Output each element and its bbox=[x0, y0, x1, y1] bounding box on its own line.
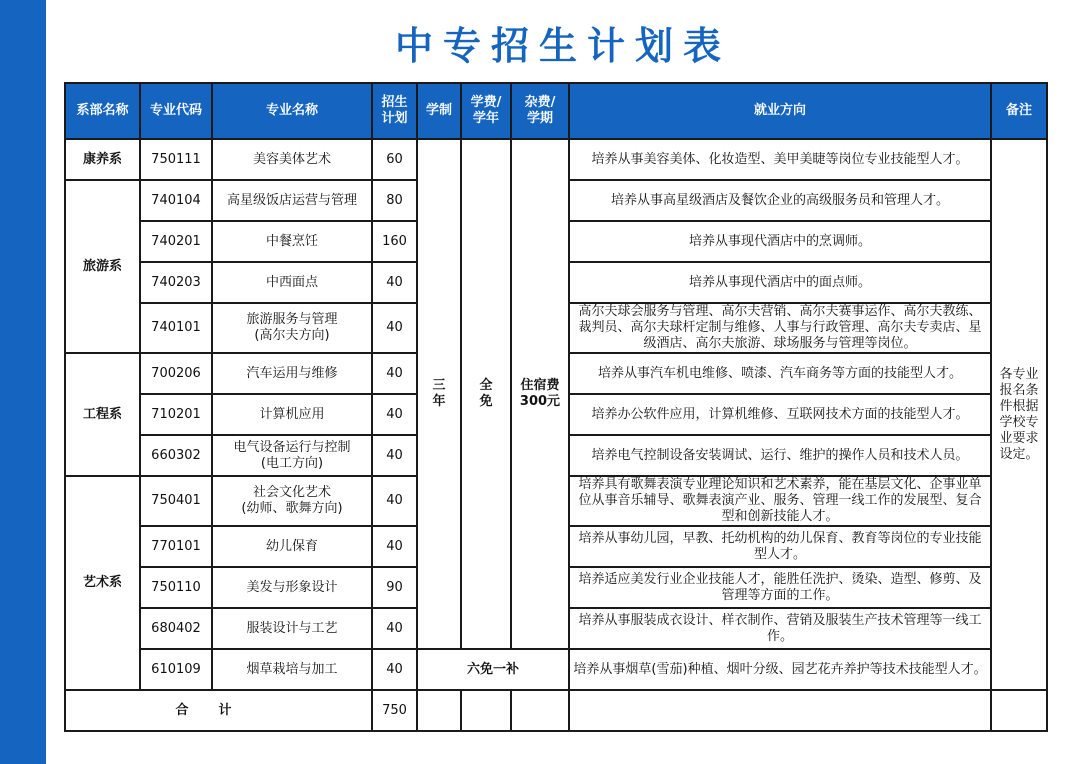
total-empty-duration bbox=[417, 690, 461, 731]
major-code: 740203 bbox=[140, 262, 212, 303]
quota: 40 bbox=[372, 303, 417, 353]
quota: 40 bbox=[372, 262, 417, 303]
major-code: 700206 bbox=[140, 353, 212, 394]
major-code: 770101 bbox=[140, 526, 212, 567]
career-text: 培养从事现代酒店中的面点师。 bbox=[569, 262, 991, 303]
major-code: 740104 bbox=[140, 180, 212, 221]
major-name: 中西面点 bbox=[212, 262, 372, 303]
major-name: 旅游服务与管理 (高尔夫方向) bbox=[212, 303, 372, 353]
total-empty-career bbox=[569, 690, 991, 731]
major-name: 电气设备运行与控制 (电工方向) bbox=[212, 435, 372, 476]
career-text: 高尔夫球会服务与管理、高尔夫营销、高尔夫赛事运作、高尔夫教练、裁判员、高尔夫球杆定制与维修、人事与行政管理、高尔夫专卖店、星级酒店、高尔夫旅游、球场服务与管理等岗位。 bbox=[569, 303, 991, 353]
major-name: 幼儿保育 bbox=[212, 526, 372, 567]
page-title: 中专招生计划表 bbox=[394, 24, 731, 68]
major-name: 高星级饭店运营与管理 bbox=[212, 180, 372, 221]
quota: 40 bbox=[372, 649, 417, 690]
table-row bbox=[65, 649, 1047, 690]
quota: 40 bbox=[372, 435, 417, 476]
major-name: 烟草栽培与加工 bbox=[212, 649, 372, 690]
header-quota: 招生 计划 bbox=[372, 83, 417, 139]
career-text: 培养适应美发行业企业技能人才，能胜任洗护、烫染、造型、修剪、及管理等方面的工作。 bbox=[569, 567, 991, 608]
total-quota: 750 bbox=[372, 690, 417, 731]
career-text: 培养从事汽车机电维修、喷漆、汽车商务等方面的技能型人才。 bbox=[569, 353, 991, 394]
major-code: 750401 bbox=[140, 476, 212, 526]
major-name: 汽车运用与维修 bbox=[212, 353, 372, 394]
header-tuition: 学费/ 学年 bbox=[461, 83, 511, 139]
total-empty-remark bbox=[991, 690, 1047, 731]
header-duration: 学制 bbox=[417, 83, 461, 139]
quota: 80 bbox=[372, 180, 417, 221]
major-code: 740101 bbox=[140, 303, 212, 353]
career-text: 培养从事烟草(雪茄)种植、烟叶分级、园艺花卉养护等技术技能型人才。 bbox=[569, 649, 991, 690]
tuition-merged: 全 免 bbox=[461, 139, 511, 649]
dept-lvyou: 旅游系 bbox=[65, 180, 140, 353]
dept-kangyang: 康养系 bbox=[65, 139, 140, 180]
major-code: 680402 bbox=[140, 608, 212, 649]
tobacco-fee-policy: 六免一补 bbox=[417, 649, 569, 690]
left-accent-bar bbox=[0, 0, 46, 764]
major-name: 中餐烹饪 bbox=[212, 221, 372, 262]
total-row bbox=[65, 690, 1047, 731]
career-text: 培养电气控制设备安装调试、运行、维护的操作人员和技术人员。 bbox=[569, 435, 991, 476]
career-text: 培养具有歌舞表演专业理论知识和艺术素养，能在基层文化、企事业单位从事音乐辅导、歌舞表演产业、服务、管理一线工作的发展型、复合型和创新技能人才。 bbox=[569, 476, 991, 526]
major-name: 美发与形象设计 bbox=[212, 567, 372, 608]
header-name: 专业名称 bbox=[212, 83, 372, 139]
remark-merged: 各专业报名条件根据学校专业要求设定。 bbox=[991, 139, 1047, 690]
major-name: 服装设计与工艺 bbox=[212, 608, 372, 649]
career-text: 培养从事美容美体、化妆造型、美甲美睫等岗位专业技能型人才。 bbox=[569, 139, 991, 180]
total-empty-tuition bbox=[461, 690, 511, 731]
header-remark: 备注 bbox=[991, 83, 1047, 139]
major-code: 750111 bbox=[140, 139, 212, 180]
total-empty-misc bbox=[511, 690, 569, 731]
major-code: 750110 bbox=[140, 567, 212, 608]
duration-merged: 三 年 bbox=[417, 139, 461, 649]
major-name: 社会文化艺术 (幼师、歌舞方向) bbox=[212, 476, 372, 526]
major-code: 660302 bbox=[140, 435, 212, 476]
major-name: 计算机应用 bbox=[212, 394, 372, 435]
quota: 40 bbox=[372, 394, 417, 435]
major-code: 740201 bbox=[140, 221, 212, 262]
total-label: 合计 bbox=[65, 690, 372, 731]
major-name: 美容美体艺术 bbox=[212, 139, 372, 180]
table-header-row bbox=[65, 83, 1047, 139]
table-row bbox=[65, 139, 1047, 180]
quota: 40 bbox=[372, 476, 417, 526]
career-text: 培养从事服装成衣设计、样衣制作、营销及服装生产技术管理等一线工作。 bbox=[569, 608, 991, 649]
quota: 90 bbox=[372, 567, 417, 608]
quota: 160 bbox=[372, 221, 417, 262]
enrollment-plan-table bbox=[64, 82, 1048, 732]
quota: 40 bbox=[372, 353, 417, 394]
career-text: 培养从事高星级酒店及餐饮企业的高级服务员和管理人才。 bbox=[569, 180, 991, 221]
career-text: 培养办公软件应用，计算机维修、互联网技术方面的技能型人才。 bbox=[569, 394, 991, 435]
header-dept: 系部名称 bbox=[65, 83, 140, 139]
major-code: 610109 bbox=[140, 649, 212, 690]
major-code: 710201 bbox=[140, 394, 212, 435]
quota: 40 bbox=[372, 608, 417, 649]
header-code: 专业代码 bbox=[140, 83, 212, 139]
quota: 60 bbox=[372, 139, 417, 180]
misc-fee-merged: 住宿费 300元 bbox=[511, 139, 569, 649]
quota: 40 bbox=[372, 526, 417, 567]
header-career: 就业方向 bbox=[569, 83, 991, 139]
career-text: 培养从事现代酒店中的烹调师。 bbox=[569, 221, 991, 262]
career-text: 培养从事幼儿园，早教、托幼机构的幼儿保育、教育等岗位的专业技能型人才。 bbox=[569, 526, 991, 567]
dept-gongcheng: 工程系 bbox=[65, 353, 140, 476]
header-misc-fee: 杂费/ 学期 bbox=[511, 83, 569, 139]
dept-yishu: 艺术系 bbox=[65, 476, 140, 690]
